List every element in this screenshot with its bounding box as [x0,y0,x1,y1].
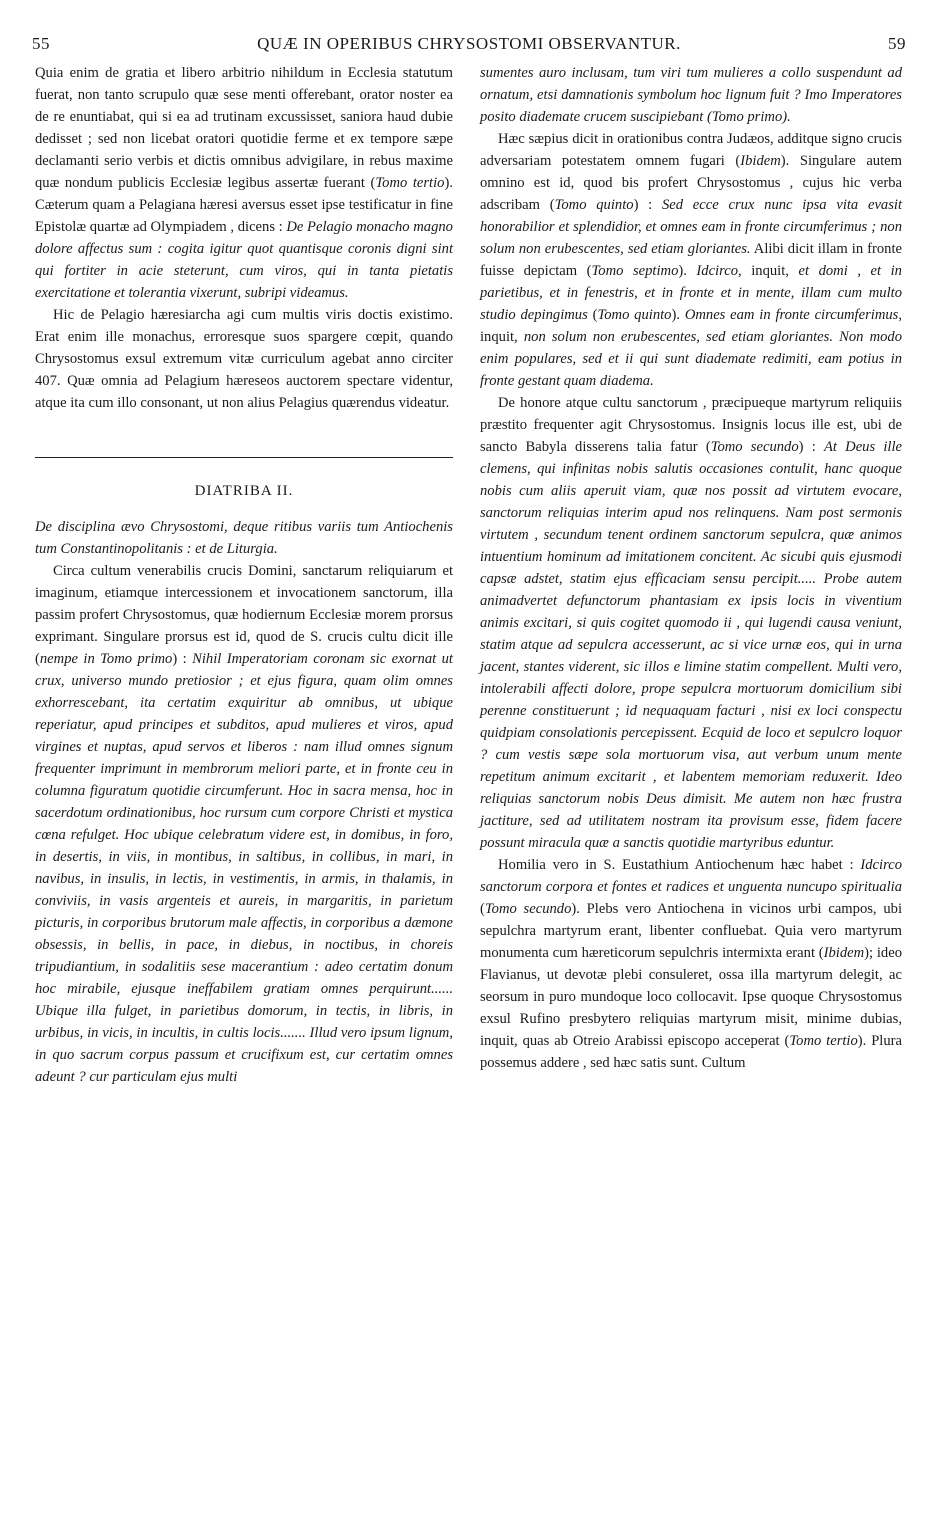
paragraph: Hæc sæpius dicit in orationibus contra Judæos, additque signo crucis adversariam potestatem omnem fugari (Ibidem). Singulare autem omnino est id, quod bis profert Chrysostomus , cujus hic verba adscribam (Tomo quinto) : Sed ecce crux nunc ipsa vita evasit honorabilior et splendidior, et omnes eam in fronte circumferimus ; non solum non erubescentes, sed etiam gloriantes. Alibi dicit illam in fronte fuisse depictam (Tomo septimo). Idcirco, inquit, et domi , et in parietibus, et in fenestris, et in fronte et in mente, illam cum multo studio depingimus (Tomo quinto). Omnes eam in fronte circumferimus, inquit, non solum non erubescentes, sed etiam gloriantes. Non modo enim populares, sed et ii qui sunt diademate redimiti, eam potius in fronte gestant quam diadema. [480,131,903,389]
section-divider [35,457,453,458]
section-subtitle: De disciplina ævo Chrysostomi, deque ritibus variis tum Antiochenis tum Constantinopolitanis : et de Liturgia. [35,519,453,557]
left-column [35,62,453,1520]
paragraph: sumentes auro inclusam, tum viri tum mulieres a collo suspendunt ad ornatum, etsi damnationis symbolum hoc lignum fuit ? Imo Imperatores posito diadematе crucem suscipiebant (Tomo primo). [480,65,902,125]
paragraph: De honore atque cultu sanctorum , præcipueque martyrum reliquiis præstito frequenter agit Chrysostomus. Insignis locus ille est, ubi de sancto Babyla disserens talia fatur (Tomo secundo) : At Deus ille clemens, qui infinitas nobis salutis occasiones contulit, hanc quoque nobis cum aliis aperuit viam, quæ nos possit ad virtutem evocare, sanctorum reliquias interim apud nos relinquens. Nam post sermonis virtutem , secundum tenent ordinem sanctorum sepulcra, quæ animos intuentium hominum ad imitationem concitent. Ac sicubi quis ejusmodi capsæ adstet, statim ejus efficaciam sensu percipit..... Probe autem animadvertet defunctorum phantasiam ex ipsis locis in viventium animis excitari, si quis cogitet quomodo ii , qui lugendi causa veniunt, statim atque ad sepulcra accesserunt, ac si vice urnæ eos, qui in urna jacent, stantes viderent, sic illos e limine statim compellent. Multi vero, intolerabili affecti dolore, prope sepulcra mortuorum domicilium sibi perenne constituerunt ; id nequaquam facturi , nisi ex loci conspectu quidpiam consolationis percepissent. Ecquid de loco et sepulcro loquor ? cum vestis sæpe sola mortuorum visa, aut verbum unum mente repetitum animum excitarit , et labentem memoriam reduxerit. Ideo reliquias sanctorum nobis Deus dimisit. Me autem non hæc frustra jactiture, sed ad utilitatem nostram ita provisum esse, fidem facere possunt miracula quæ a sanctis quotidie martyribus eduntur. [480,395,903,851]
running-title: QUÆ IN OPERIBUS CHRYSOSTOMI OBSERVANTUR. [257,34,681,53]
page-number-right: 59 [888,34,906,53]
paragraph: Quia enim de gratia et libero arbitrio nihildum in Ecclesia statutum fuerat, non tanto scrupulo quæ sese menti offerebant, orator noster ea de re enuntiabat, qui si ea ad trutinam excussisset, saniora haud dubie dedisset ; sed non licebat oratori quotidie ferme et ex tempore sæpe declamanti serio verbis et dictis omnibus advigilare, in rebus maxime quæ nondum publicis Ecclesiæ legibus assertæ fuerant (Tomo tertio). Cæterum quam a Pelagiana hæresi aversus esset ipse testificatur in fine Epistolæ quartæ ad Olympiadem , dicens : De Pelagio monacho magno dolore affectus sum : cogita igitur quot quantisque coronis digni sint qui fortiter in acie steterunt, cum viros, qui in tanta pietatis exercitatione et tolerantia vixerunt, subripi videamus. [35,65,453,301]
running-header [32,34,906,64]
paragraph: Homilia vero in S. Eustathium Antiochenum hæc habet : Idcirco sanctorum corpora et fontes et radices et unguenta nuncupo spiritualia (Tomo secundo). Plebs vero Antiochena in vicinos urbi campos, ubi sepulchra martyrum erant, libenter confluebat. Quia vero martyrum monumenta cum hæreticorum sepulchris intermixta erant (Ibidem); ideo Flavianus, ut devotæ plebi consuleret, ossa illa martyrum delegit, ac seorsum in puro mundoque loco collocavit. Ipse quoque Chrysostomus exsul Rufino presbytero reliquias martyrum misit, minime dubias, inquit, quas ab Otreio Arabissi episcopo acceperat (Tomo tertio). Plura possemus addere , sed hæc satis sunt. Cultum [480,857,902,1071]
section-title: DIATRIBA II. [194,483,294,499]
paragraph: Circa cultum venerabilis crucis Domini, sanctarum reliquiarum et imaginum, etiamque intercessionem et invocationem sanctorum, illa passim profert Chrysostomus, quæ hodiernum Ecclesiæ morem prorsus exprimant. Singulare prorsus est id, quod de S. crucis cultu dicit ille (nempe in Tomo primo) : Nihil Imperatoriam coronam sic exornat ut crux, universo mundo pretiosior ; et ejus figura, quam olim omnes exhorrescebant, ita certatim exquiritur ab omnibus, ut ubique reperiatur, apud principes et subditos, apud mulieres et viros, apud virgines et nuptas, apud servos et liberos : nam illud omnes signum frequenter imprimunt in membrorum meliori parte, et in fronte ceu in columna figuratum quotidie circumferunt. Hoc in sacra mensa, hoc in sacerdotum ordinationibus, hoc rursum cum corpore Christi et mystica cœna refulget. Hoc ubique celebratum videre est, in domibus, in foro, in desertis, in viis, in montibus, in saltibus, in collibus, in mari, in navibus, in insulis, in lectis, in vestimentis, in armis, in thalamis, in conviviis, in vasis argenteis et aureis, in margaritis, in parietum picturis, in corporibus brutorum male affectis, in corporibus a dæmone obsessis, in bellis, in pace, in diebus, in noctibus, in choreis tripudiantium, in sodalitiis sese macerantium : adeo certatim donum hoc mirabile, ejusque ineffabilem gratiam omnes perquirunt...... Ubique illa fulget, in parietibus domorum, in tectis, in libris, in urbibus, in vicis, in incultis, in cultis locis....... Illud vero ipsum lignum, in quo sacrum corpus passum et crucifixum est, cur certatim omnes adeunt ? cur particulam ejus multi [35,563,453,1085]
page-number-left: 55 [32,34,50,53]
paragraph: Hic de Pelagio hæresiarcha agi cum multis viris doctis existimo. Erat enim ille monachus, erroresque suos spargere cœpit, quando Chrysostomus exsul extremum vitæ curriculum agebat anno circiter 407. Quæ omnia ad Pelagium hæreseos auctorem spectare videntur, atque ita cum illo consonant, ut non alius Pelagius quærendus videatur. [35,307,453,411]
right-column [480,62,902,1520]
